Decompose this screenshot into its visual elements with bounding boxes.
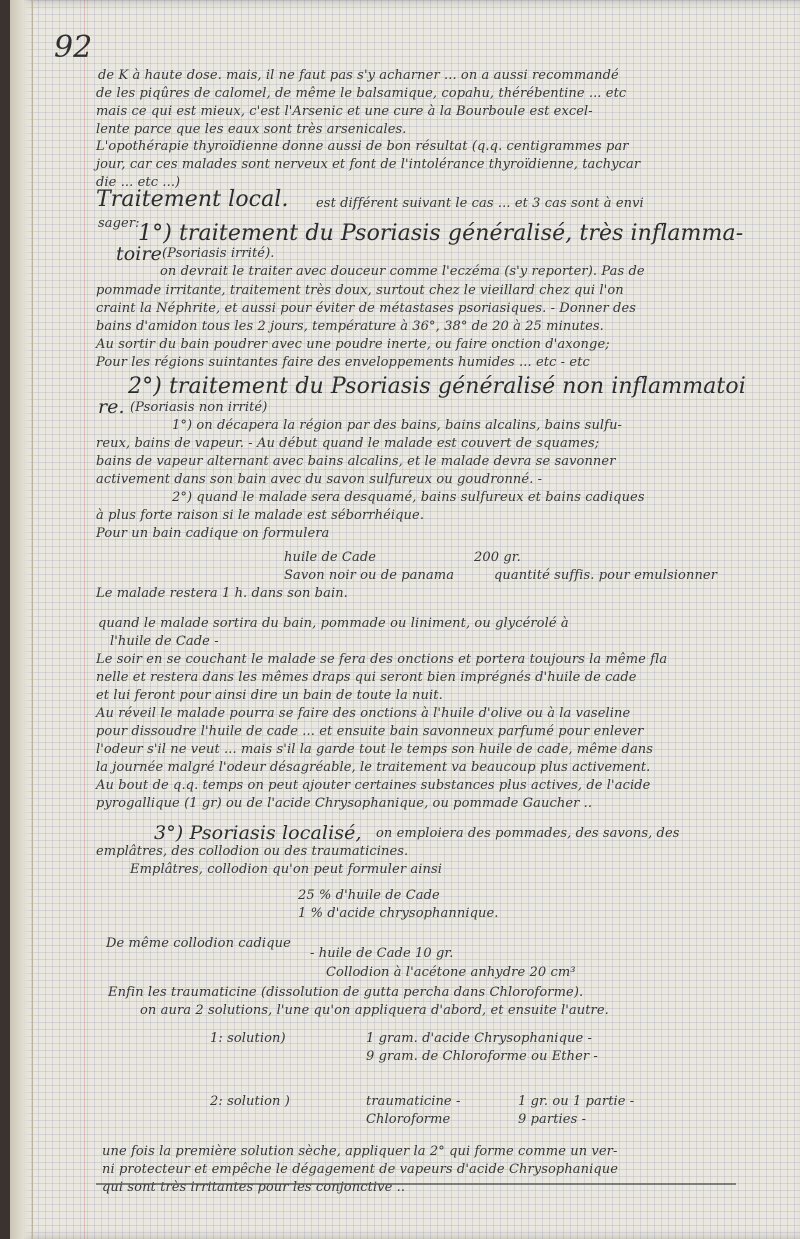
text-line: Pour les régions suintantes faire des enveloppements humides ... etc - etc — [96, 355, 590, 370]
text-line: bains de vapeur alternant avec bains alcalins, et le malade devra se savonner — [96, 454, 616, 469]
text-line: pyrogallique (1 gr) ou de l'acide Chrysophanique, ou pommade Gaucher .. — [96, 796, 593, 811]
text-line: emplâtres, des collodion ou des traumaticines. — [96, 844, 409, 859]
text-line: on devrait le traiter avec douceur comme l'eczéma (s'y reporter). Pas de — [160, 264, 645, 279]
notebook-page — [10, 0, 800, 1239]
text-line: qui sont très irritantes pour les conjonctive .. — [102, 1180, 406, 1195]
text-line: bains d'amidon tous les 2 jours, température à 36°, 38° de 20 à 25 minutes. — [96, 319, 604, 334]
text-line: à plus forte raison si le malade est séborrhéique. — [96, 508, 425, 523]
text-line: est différent suivant le cas ... et 3 cas sont à envi — [316, 196, 644, 211]
text-line: 9 parties - — [518, 1112, 587, 1127]
text-line: quand le malade sortira du bain, pommade ou liniment, ou glycérolé à — [98, 616, 569, 631]
text-line: Le soir en se couchant le malade se fera des onctions et portera toujours la même fla — [96, 652, 668, 667]
text-line: mais ce qui est mieux, c'est l'Arsenic et une cure à la Bourboule est excel- — [96, 104, 593, 119]
text-line: 1 % d'acide chrysophannique. — [298, 906, 499, 921]
text-line: l'huile de Cade - — [110, 634, 219, 649]
text-line: Collodion à l'acétone anhydre 20 cm³ — [326, 965, 576, 980]
text-line: traumaticine - — [366, 1094, 461, 1109]
text-line: on aura 2 solutions, l'une qu'on appliquera d'abord, et ensuite l'autre. — [140, 1003, 609, 1018]
text-line: craint la Néphrite, et aussi pour éviter de métastases psoriasiques. - Donner des — [96, 301, 637, 316]
text-line: L'opothérapie thyroïdienne donne aussi de bon résultat (q.q. centigrammes par — [96, 139, 629, 154]
text-line: 25 % d'huile de Cade — [298, 888, 440, 903]
text-line: die ... etc ...) — [96, 175, 181, 190]
text-line: reux, bains de vapeur. - Au début quand le malade est couvert de squames; — [96, 436, 600, 451]
text-line: Chloroforme — [366, 1112, 451, 1127]
text-line: pour dissoudre l'huile de cade ... et ensuite bain savonneux parfumé pour enlever — [96, 724, 644, 739]
text-line: on emploiera des pommades, des savons, des — [376, 826, 680, 841]
text-line: sager: — [98, 216, 140, 231]
text-line: 9 gram. de Chloroforme ou Ether - — [366, 1049, 598, 1064]
text-line: - huile de Cade 10 gr. — [310, 946, 454, 961]
text-line: quantité suffis. pour emulsionner — [494, 568, 718, 583]
text-line: Pour un bain cadique on formulera — [96, 526, 330, 541]
text-line: (Psoriasis non irrité) — [130, 400, 268, 415]
text-line: 1: solution) — [210, 1031, 286, 1046]
text-line: 1 gr. ou 1 partie - — [518, 1094, 635, 1109]
text-line: Au réveil le malade pourra se faire des onctions à l'huile d'olive ou à la vaseline — [96, 706, 631, 721]
text-line: 1 gram. d'acide Chrysophanique - — [366, 1031, 592, 1046]
text-line: Enfin les traumaticine (dissolution de gutta percha dans Chloroforme). — [108, 985, 584, 1000]
page-binding — [10, 0, 33, 1239]
text-line: pommade irritante, traitement très doux, surtout chez le vieillard chez qui l'on — [96, 283, 624, 298]
text-line: Le malade restera 1 h. dans son bain. — [96, 586, 348, 601]
text-line: nelle et restera dans les mêmes draps qui seront bien imprégnés d'huile de cade — [96, 670, 637, 685]
text-line: 200 gr. — [474, 550, 521, 565]
text-line: Savon noir ou de panama — [284, 568, 455, 583]
page-number: 92 — [54, 30, 93, 65]
text-line: l'odeur s'il ne veut ... mais s'il la garde tout le temps son huile de cade, même dans — [96, 742, 654, 757]
text-line: et lui feront pour ainsi dire un bain de toute la nuit. — [96, 688, 443, 703]
text-line: De même collodion cadique — [106, 936, 291, 951]
text-line: ni protecteur et empêche le dégagement de vapeurs d'acide Chrysophanique — [102, 1162, 619, 1177]
text-line: la journée malgré l'odeur désagréable, le traitement va beaucoup plus activement. — [96, 760, 651, 775]
text-line: re. — [98, 396, 125, 418]
text-line: Au bout de q.q. temps on peut ajouter certaines substances plus actives, de l'acide — [96, 778, 651, 793]
text-line: lente parce que les eaux sont très arsenicales. — [96, 122, 407, 137]
text-line: de K à haute dose. mais, il ne faut pas s'y acharner ... on a aussi recommandé — [98, 68, 619, 83]
text-line: (Psoriasis irrité). — [162, 246, 275, 261]
text-line: 1°) traitement du Psoriasis généralisé, très inflamma- — [138, 221, 744, 246]
bottom-rule — [96, 1183, 736, 1185]
text-line: 2°) traitement du Psoriasis généralisé non inflammatoi — [128, 374, 746, 399]
text-line: jour, car ces malades sont nerveux et font de l'intolérance thyroïdienne, tachycar — [96, 157, 641, 172]
text-line: de les piqûres de calomel, de même le balsamique, copahu, thérébentine ... etc — [96, 86, 627, 101]
text-line: 3°) Psoriasis localisé, — [154, 822, 362, 844]
text-line: Au sortir du bain poudrer avec une poudre inerte, ou faire onction d'axonge; — [96, 337, 610, 352]
text-line: 2°) quand le malade sera desquamé, bains sulfureux et bains cadiques — [172, 490, 645, 505]
text-line: activement dans son bain avec du savon sulfureux ou goudronné. - — [96, 472, 543, 487]
margin-rule — [84, 0, 85, 1239]
text-line: huile de Cade — [284, 550, 377, 565]
text-line: 2: solution ) — [210, 1094, 290, 1109]
text-line: une fois la première solution sèche, appliquer la 2° qui forme comme un ver- — [102, 1144, 618, 1159]
text-line: 1°) on décapera la région par des bains, bains alcalins, bains sulfu- — [172, 418, 623, 433]
text-line: toire — [116, 243, 162, 265]
text-line: Traitement local. — [96, 187, 289, 212]
text-line: Emplâtres, collodion qu'on peut formuler ainsi — [130, 862, 442, 877]
